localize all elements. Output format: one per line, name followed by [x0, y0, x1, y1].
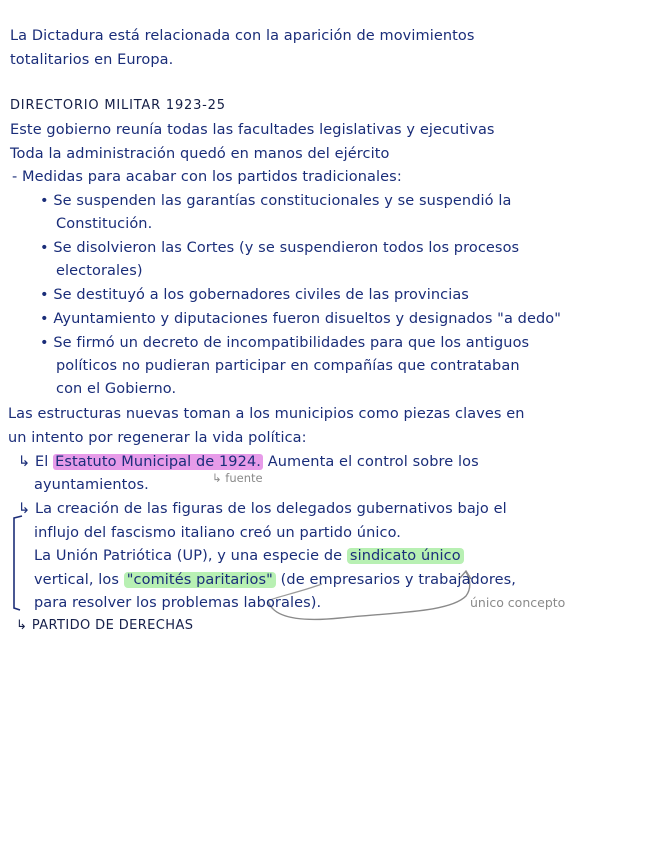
- para1-line-2: Toda la administración quedó en manos del ejército: [10, 146, 390, 162]
- item2-line-1: [18, 499, 507, 519]
- para2-line-1: Las estructuras nuevas toman a los municipios como piezas claves en: [8, 406, 525, 422]
- bullet-5-line-1: • Se firmó un decreto de incompatibilidades para que los antiguos: [40, 335, 530, 351]
- left-bracket: [14, 516, 22, 610]
- item1-prefix: El: [34, 454, 49, 470]
- para2-line-2: un intento por regenerar la vida política:: [8, 430, 307, 446]
- item2-line-3: [34, 546, 464, 566]
- item1-line-2: ayuntamientos.: [34, 477, 149, 493]
- item2-line-5: para resolver los problemas laborales).: [34, 595, 322, 611]
- bullet-2-line-1: • Se disolvieron las Cortes (y se suspendieron todos los procesos: [40, 240, 520, 256]
- bullet-3-line-1: • Se destituyó a los gobernadores civiles de las provincias: [40, 287, 469, 303]
- item2-line-2: influjo del fascismo italiano creó un partido único.: [34, 525, 401, 541]
- sindicato-highlight: sindicato único: [347, 548, 464, 564]
- comites-highlight: "comités paritarios": [124, 572, 276, 588]
- item2-line-1-text: La creación de las figuras de los delegados gubernativos bajo el: [34, 501, 507, 517]
- item1-suffix: Aumenta el control sobre los: [267, 454, 479, 470]
- footer-note: ↳ PARTIDO DE DERECHAS: [16, 618, 194, 633]
- estatuto-highlight: Estatuto Municipal de 1924.: [55, 454, 261, 470]
- item1-line-1: [18, 452, 479, 472]
- item2-line-4-suffix: (de empresarios y trabajadores,: [280, 572, 516, 588]
- para1-line-1: Este gobierno reunía todas las facultades legislativas y ejecutivas: [10, 122, 495, 138]
- item2-line-4: [34, 570, 516, 590]
- item2-arrow-icon: ↳: [18, 501, 31, 517]
- item1-arrow-icon: ↳: [18, 454, 31, 470]
- item2-line-4-prefix: vertical, los: [34, 572, 120, 588]
- intro-line-2: totalitarios en Europa.: [10, 52, 174, 68]
- measures-lead: - Medidas para acabar con los partidos tradicionales:: [12, 169, 402, 185]
- section-heading: DIRECTORIO MILITAR 1923-25: [10, 98, 226, 113]
- unico-concepto-note: único concepto: [470, 595, 566, 610]
- bullet-5-line-3: con el Gobierno.: [56, 381, 177, 397]
- bullet-5-line-2: políticos no pudieran participar en compañías que contrataban: [56, 358, 520, 374]
- fuente-note: ↳ fuente: [212, 471, 263, 485]
- bullet-2-line-2: electorales): [56, 263, 143, 279]
- item2-line-3-prefix: La Unión Patriótica (UP), y una especie de: [34, 548, 343, 564]
- bullet-4-line-1: • Ayuntamiento y diputaciones fueron disueltos y designados "a dedo": [40, 311, 562, 327]
- bullet-1-line-1: • Se suspenden las garantías constitucionales y se suspendió la: [40, 193, 512, 209]
- intro-line-1: La Dictadura está relacionada con la aparición de movimientos: [10, 28, 475, 44]
- bullet-1-line-2: Constitución.: [56, 216, 153, 232]
